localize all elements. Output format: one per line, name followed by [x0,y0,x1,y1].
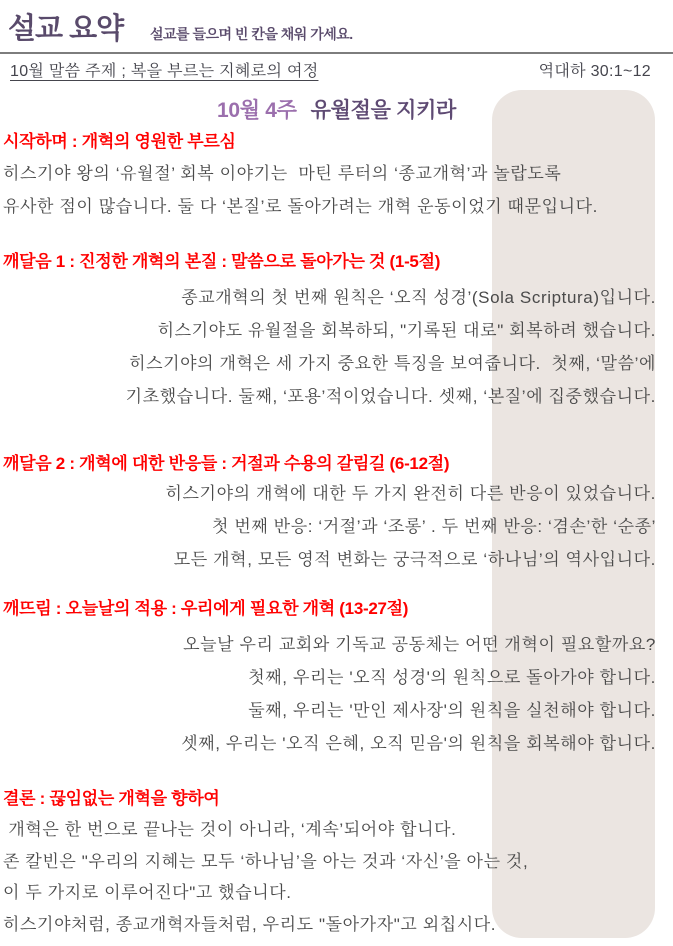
body-line: 존 칼빈은 "우리의 지혜는 모두 ‘하나님’을 아는 것과 ‘자신’을 아는 것, [3,851,529,871]
sermon-week-label: 10월 4주 [216,99,297,122]
section-heading: 깨달음 2 : 개혁에 대한 반응들 : 거절과 수용의 갈림길 (6-12절) [3,454,450,473]
section-conclusion [3,788,656,940]
sermon-title [0,94,673,124]
section-body [3,628,656,760]
section-insight-1 [3,251,656,413]
monthly-topic-label: 10월 말씀 주제 ; 복을 부르는 지혜로의 여정 [10,63,319,80]
section-heading: 깨뜨림 : 오늘날의 적용 : 우리에게 필요한 개혁 (13-27절) [3,599,409,618]
scripture-reference: 역대하 30:1~12 [538,63,651,80]
section-heading: 시작하며 : 개혁의 영원한 부르심 [3,132,236,151]
body-line: 히스기야의 개혁에 대한 두 가지 완전히 다른 반응이 있었습니다. [165,484,656,503]
section-body [3,814,656,940]
body-line: 히스기야 왕의 ‘유월절’ 회복 이야기는 마틴 루터의 ‘종교개혁’과 놀랍도록 [3,164,562,183]
section-insight-2 [3,453,656,576]
body-line: 히스기야도 유월절을 회복하되, "기록된 대로" 회복하려 했습니다. [157,321,656,340]
section-body [3,477,656,576]
page-header-subtitle: 설교를 들으며 빈 칸을 채워 가세요. [150,26,353,42]
body-line: 둘째, 우리는 '만인 제사장'의 원칙을 실천해야 합니다. [248,701,656,720]
page-header-title: 설교 요약 [8,13,124,45]
body-line: 히스기야처럼, 종교개혁자들처럼, 우리도 "돌아가자"고 외칩시다. [3,914,497,934]
body-line: 히스기야의 개혁은 세 가지 중요한 특징을 보여줍니다. 첫째, ‘말씀’에 [129,354,656,373]
body-line: 오늘날 우리 교회와 기독교 공동체는 어떤 개혁이 필요할까요? [183,635,656,654]
section-heading: 결론 : 끊임없는 개혁을 향하여 [3,789,220,808]
section-heading: 깨달음 1 : 진정한 개혁의 본질 : 말씀으로 돌아가는 것 (1-5절) [3,252,441,271]
body-line: 모든 개혁, 모든 영적 변화는 궁극적으로 ‘하나님’의 역사입니다. [173,550,656,569]
body-line: 셋째, 우리는 '오직 은혜, 오직 믿음'의 원칙을 회복해야 합니다. [181,734,656,753]
body-line: 개혁은 한 번으로 끝나는 것이 아니라, ‘계속’되어야 합니다. [3,820,457,839]
section-application [3,598,656,760]
header-divider-line [0,52,673,54]
section-intro [3,131,656,223]
section-body [3,157,656,223]
body-line: 첫째, 우리는 '오직 성경'의 원칙으로 돌아가야 합니다. [248,668,656,687]
section-body [3,281,656,413]
body-line: 첫 번째 반응: ‘거절’과 ‘조롱’ . 두 번째 반응: ‘겸손’한 ‘순종’ [211,517,656,536]
sermon-title-text: 유월절을 지키라 [310,99,457,122]
body-line: 이 두 가지로 이루어진다"고 했습니다. [3,883,292,902]
body-line: 기초했습니다. 둘째, ‘포용’적이었습니다. 셋째, ‘본질’에 집중했습니다. [125,387,656,406]
body-line: 종교개혁의 첫 번째 원칙은 ‘오직 성경’(Sola Scriptura)입니다. [181,288,656,307]
body-line: 유사한 점이 많습니다. 둘 다 ‘본질’로 돌아가려는 개혁 운동이었기 때문입니다. [3,197,598,216]
